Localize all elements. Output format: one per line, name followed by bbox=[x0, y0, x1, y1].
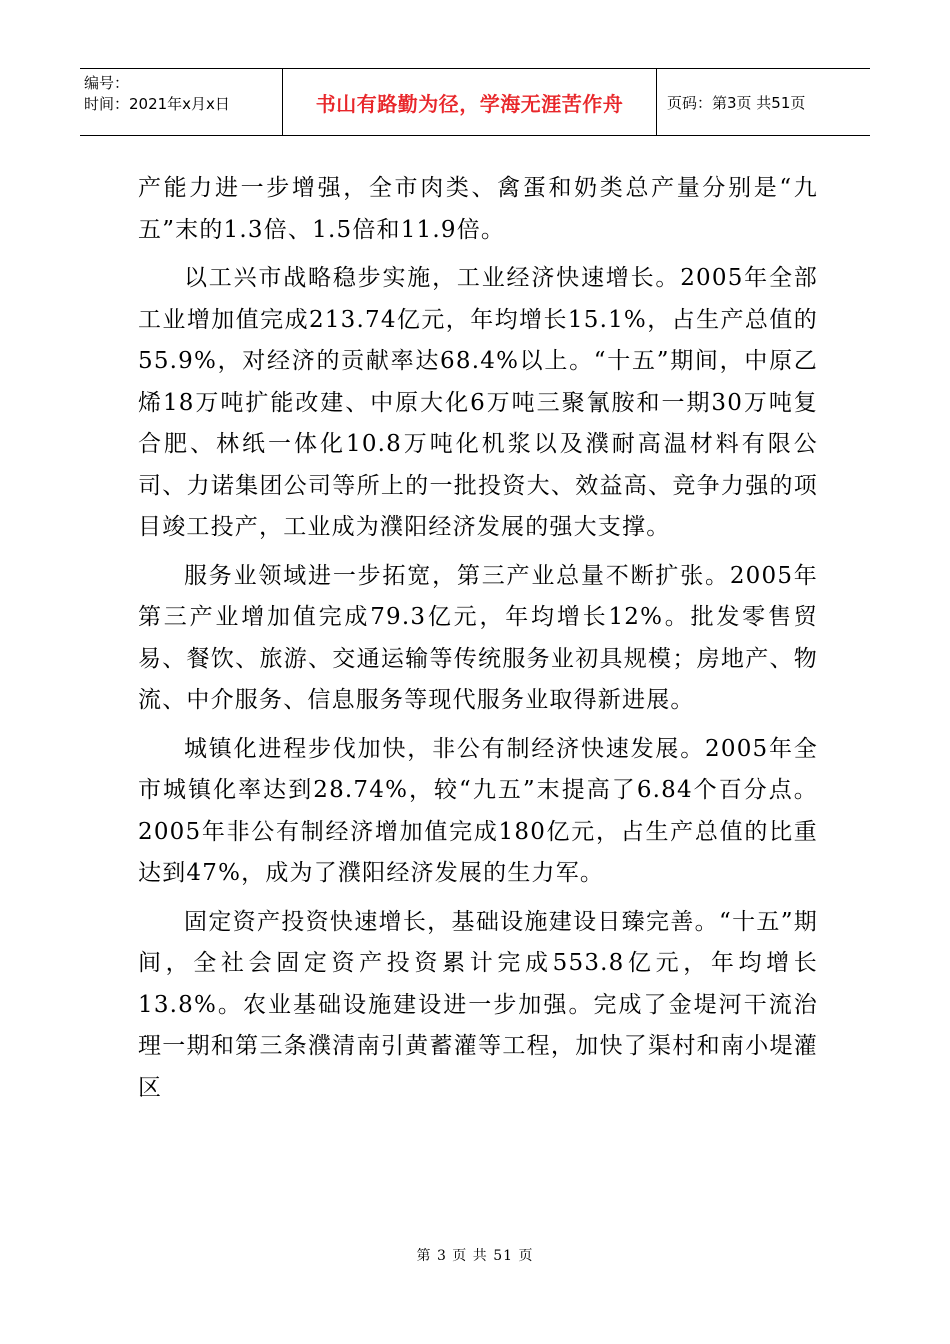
paragraph-5: 固定资产投资快速增长，基础设施建设日臻完善。“十五”期间，全社会固定资产投资累计完成553.8亿元，年均增长13.8%。农业基础设施建设进一步加强。完成了金堤河干流治理一期和第三条濮清南引黄蓄灌等工程，加快了渠村和南小堤灌区 bbox=[138, 908, 818, 1101]
paragraph-2: 以工兴市战略稳步实施，工业经济快速增长。2005年全部工业增加值完成213.74亿元，年均增长15.1%，占生产总值的55.9%，对经济的贡献率达68.4%以上。“十五”期间，中原乙烯18万吨扩能改建、中原大化6万吨三聚氰胺和一期30万吨复合肥、林纸一体化10.8万吨化机浆以及濮耐高温材料有限公司、力诺集团公司等所上的一批投资大、效益高、竞争力强的项目竣工投产，工业成为濮阳经济发展的强大支撑。 bbox=[138, 265, 818, 540]
document-body bbox=[138, 168, 818, 1109]
paragraph-1: 产能力进一步增强，全市肉类、禽蛋和奶类总产量分别是“九五”末的1.3倍、1.5倍和11.9倍。 bbox=[138, 175, 818, 243]
page-header bbox=[80, 68, 870, 136]
header-motto: 书山有路勤为径，学海无涯苦作舟 bbox=[283, 69, 657, 135]
header-meta bbox=[80, 69, 283, 135]
page-footer: 第 3 页 共 51 页 bbox=[416, 1248, 534, 1264]
paragraph-3: 服务业领域进一步拓宽，第三产业总量不断扩张。2005年第三产业增加值完成79.3亿元，年均增长12%。批发零售贸易、餐饮、旅游、交通运输等传统服务业初具规模；房地产、物流、中介服务、信息服务等现代服务业取得新进展。 bbox=[138, 562, 818, 713]
document-time-label: 时间：2021年x月x日 bbox=[84, 95, 230, 113]
document-number-label: 编号： bbox=[84, 74, 130, 92]
paragraph-4: 城镇化进程步伐加快，非公有制经济快速发展。2005年全市城镇化率达到28.74%，较“九五”末提高了6.84个百分点。2005年非公有制经济增加值完成180亿元，占生产总值的比重达到47%，成为了濮阳经济发展的生力军。 bbox=[138, 735, 818, 886]
header-page-info: 页码：第3页 共51页 bbox=[667, 93, 806, 112]
